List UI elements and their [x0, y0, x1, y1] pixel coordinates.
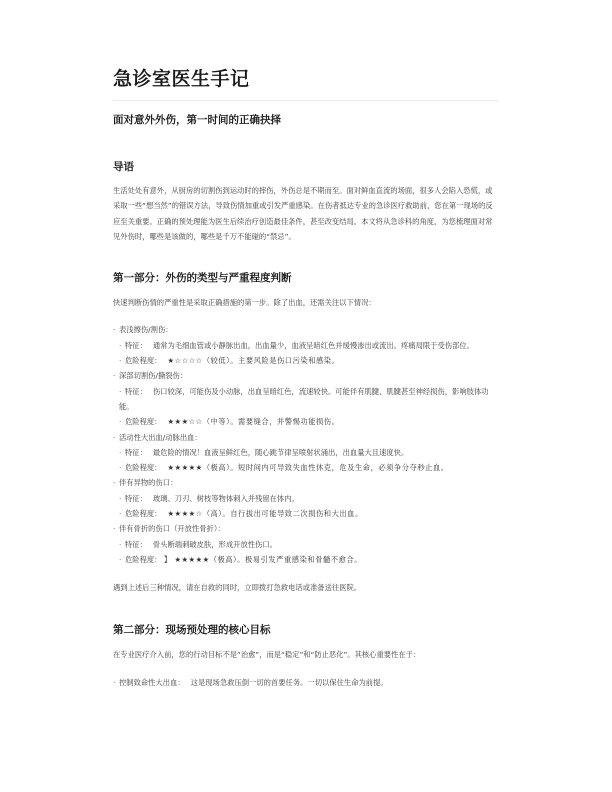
intro-heading: 导语: [113, 161, 134, 173]
injury-danger: · 危险程度： ★★★★☆（高）。自行拔出可能导致二次损伤和大出血。: [119, 509, 363, 519]
injury-type-name: 表浅擦伤/割伤：: [119, 325, 173, 335]
spacer: [113, 567, 499, 580]
injury-type-name: 伴有骨折的伤口（开放性骨折）：: [119, 524, 225, 534]
injury-type-item: · 表浅擦伤/割伤：: [113, 325, 173, 335]
injury-danger: · 危险程度： 】 ★★★★★（极高）。极易引发严重感染和骨髓不愈合。: [119, 554, 362, 564]
injury-type-item: · 伴有异物的伤口：: [113, 478, 178, 488]
document-title: 急诊室医生手记: [113, 68, 250, 90]
injury-type-name: 活动性大出血/动脉出血：: [119, 432, 202, 442]
part1-outro: 遇到上述后三种情况，请在自救的同时，立即拨打急救电话或准备送往医院。: [113, 583, 362, 593]
injury-danger: · 危险程度： ★★★☆☆（中等）。需要缝合，并警惕功能损伤。: [119, 417, 340, 427]
injury-danger: · 危险程度： ★☆☆☆☆（较低）。主要风险是伤口污染和感染。: [119, 356, 340, 366]
injury-feature: · 特征： 最危险的情况！血液呈鲜红色，随心跳节律呈喷射状涌出，出血量大且速度快。: [119, 447, 409, 457]
injury-danger: · 危险程度： ★★★★★（极高）。短时间内可导致失血性休克，危及生命，必须争分夺秒止血。: [119, 463, 449, 473]
title-divider: [113, 100, 499, 101]
injury-type-name: 伴有异物的伤口：: [119, 478, 178, 488]
injury-type-item: · 深部切割伤/撕裂伤：: [113, 371, 188, 381]
part2-heading: 第二部分：现场预处理的核心目标: [113, 623, 271, 636]
injury-feature: · 特征： 骨头断端刺破皮肤，形成开放性伤口。: [119, 539, 277, 549]
injury-type-name: 深部切割伤/撕裂伤：: [119, 371, 188, 381]
document-body: [113, 66, 499, 690]
part2-lead: 在专业医疗介入前，您的行动目标不是“治愈”，而是“稳定”和“防止恶化”。其核心重要性在于：: [113, 649, 421, 659]
injury-feature: · 特征： 通常为毛细血管或小静脉出血，出血量少，血液呈暗红色并缓慢渗出或流出。疼痛局限于受伤部位。: [119, 340, 474, 350]
injury-feature: · 特征： 伤口较深，可能伤及小动脉，出血呈暗红色，流速较快。可能伴有肌腱、肌腱甚至神经损伤，影响肢体功能。: [119, 386, 489, 411]
intro-paragraph: 生活处处有意外，从厨房的切割伤到运动时的摔伤，外伤总是不期而至。面对鲜血直流的场面，很多人会陷入恐慌，或采取一些“想当然”的错误方法，导致伤情加重或引发严重感染。在伤者抵达专业的急诊医疗救助前，您在第一现场的反应至关重要。正确的预处理能为医生后续治疗创造最佳条件，甚至改变结局。本文将从急诊科的角度，为您梳理面对常见外伤时，哪些是该做的，哪些是千万不能碰的“禁忌”。: [113, 186, 493, 241]
spacer: [113, 662, 499, 675]
part1-heading: 第一部分：外伤的类型与严重程度判断: [113, 272, 292, 285]
part1-lead: 快速判断伤情的严重性是采取正确措施的第一步。除了出血，还需关注以下情况：: [113, 298, 376, 308]
document-subtitle: 面对意外外伤，第一时间的正确抉择: [113, 114, 281, 126]
spacer: [113, 310, 499, 322]
injury-type-item: · 活动性大出血/动脉出血：: [113, 432, 202, 442]
injury-feature: · 特征： 玻璃、刀刃、树枝等物体刺入并残留在体内。: [119, 493, 299, 503]
core-goal-item: · 控制致命性大出血： 这是现场急救压倒一切的首要任务。一切以保住生命为前提。: [113, 677, 388, 687]
injury-type-item: · 伴有骨折的伤口（开放性骨折）：: [113, 524, 225, 534]
